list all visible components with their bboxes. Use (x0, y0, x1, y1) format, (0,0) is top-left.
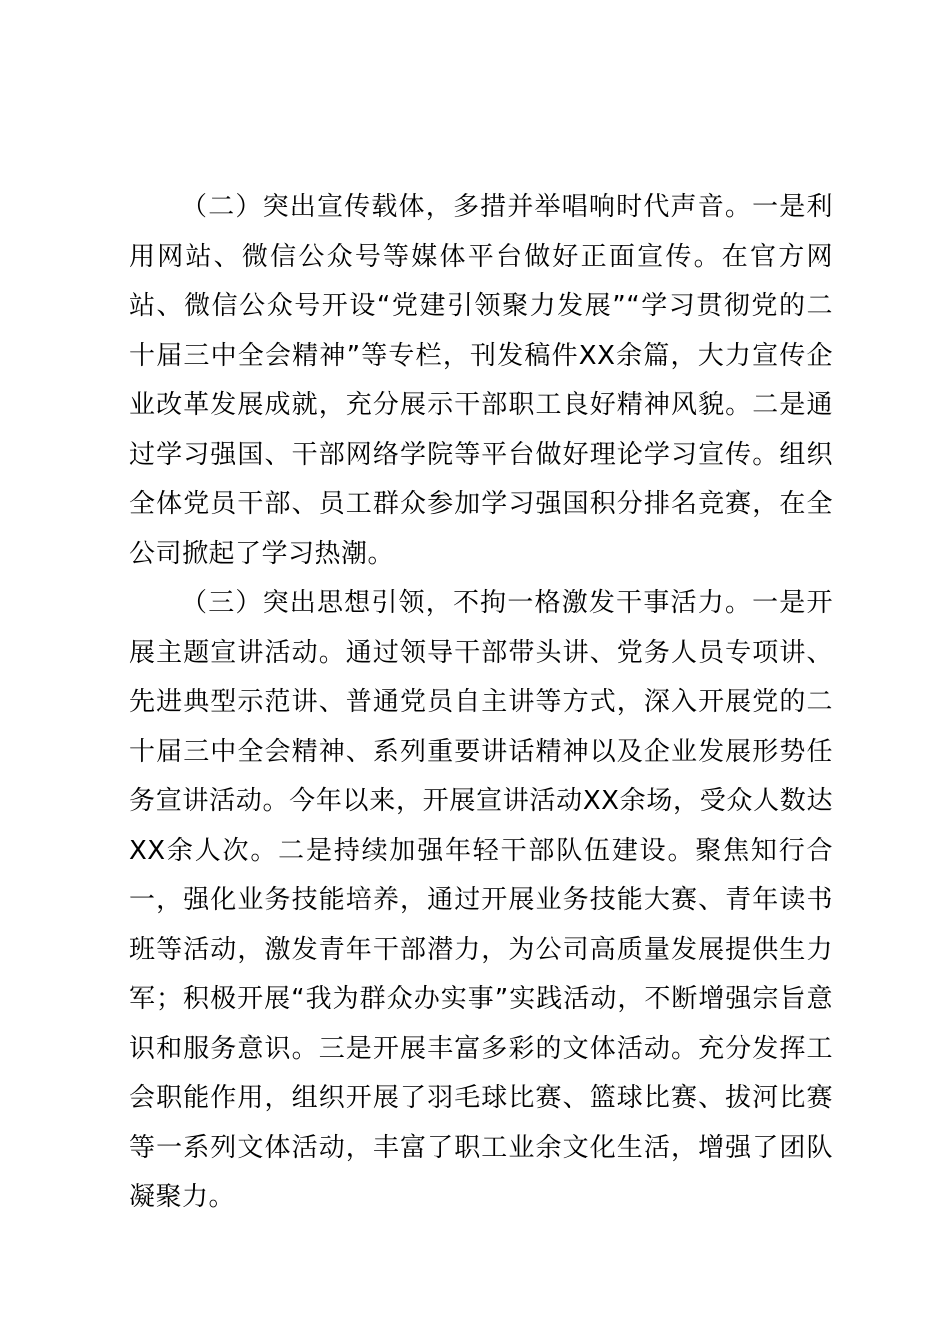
paragraph-ideological-guidance: （三）突出思想引领，不拘一格激发干事活力。一是开展主题宣讲活动。通过领导干部带头讲、党务人员专项讲、先进典型示范讲、普通党员自主讲等方式，深入开展党的二十届三中全会精神、系列重要讲话精神以及企业发展形势任务宣讲活动。今年以来，开展宣讲活动XX余场，受众人数达XX余人次。二是持续加强年轻干部队伍建设。聚焦知行合一，强化业务技能培养，通过开展业务技能大赛、青年读书班等活动，激发青年干部潜力，为公司高质量发展提供生力军；积极开展“我为群众办实事”实践活动，不断增强宗旨意识和服务意识。三是开展丰富多彩的文体活动。充分发挥工会职能作用，组织开展了羽毛球比赛、篮球比赛、拔河比赛等一系列文体活动，丰富了职工业余文化生活，增强了团队凝聚力。 (129, 588, 833, 1212)
paragraph-publicity-carriers: （二）突出宣传载体，多措并举唱响时代声音。一是利用网站、微信公众号等媒体平台做好正面宣传。在官方网站、微信公众号开设“党建引领聚力发展”“学习贯彻党的二十届三中全会精神”等专栏，刊发稿件XX余篇，大力宣传企业改革发展成就，充分展示干部职工良好精神风貌。二是通过学习强国、干部网络学院等平台做好理论学习宣传。组织全体党员干部、员工群众参加学习强国积分排名竞赛，在全公司掀起了学习热潮。 (129, 192, 833, 569)
document-body (129, 183, 833, 1223)
